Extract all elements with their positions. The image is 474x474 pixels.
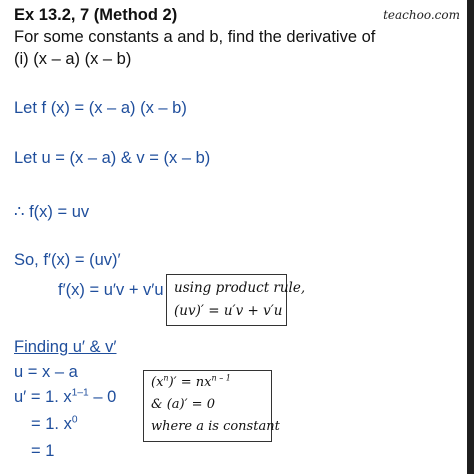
x0-prefix: = 1. x: [31, 415, 72, 433]
step-let-f: Let f (x) = (x – a) (x – b): [14, 99, 187, 117]
power-rule-note-line2: & (a)′ = 0: [151, 397, 215, 412]
brand-logo: teachoo.com: [383, 8, 460, 22]
exercise-title: Ex 13.2, 7 (Method 2): [14, 6, 178, 24]
product-rule-note: [166, 274, 306, 326]
step-product: f′(x) = u′v + v′u: [58, 281, 164, 299]
finding-heading: Finding u′ & v′: [14, 338, 117, 356]
u-prime-suffix: – 0: [88, 388, 117, 406]
problem-statement: For some constants a and b, find the derivative of: [14, 28, 376, 46]
product-rule-note-line1: using product rule,: [174, 280, 306, 296]
step-let-uv: Let u = (x – a) & v = (x – b): [14, 149, 211, 167]
u-definition: u = x – a: [14, 363, 78, 381]
power-rule-note-line3: where a is constant: [151, 419, 280, 434]
right-edge-bar: [467, 0, 474, 474]
u-prime-exponent: 1–1: [71, 387, 89, 399]
power-rule-note: [143, 370, 280, 442]
x0-exponent: 0: [71, 414, 78, 426]
equals-one-line: = 1: [31, 442, 55, 460]
u-prime-line: [14, 388, 116, 407]
problem-part-i: (i) (x – a) (x – b): [14, 50, 132, 68]
product-rule-note-line2: (uv)′ = u′v + v′u: [174, 303, 283, 319]
u-prime-prefix: u′ = 1. x: [14, 388, 72, 406]
step-therefore: ∴ f(x) = uv: [14, 203, 90, 221]
step-so: So, f′(x) = (uv)′: [14, 251, 121, 269]
power-rule-note-line1: $(x^n)' = nx^{n - 1}$: [151, 373, 231, 390]
x0-line: [31, 415, 78, 434]
